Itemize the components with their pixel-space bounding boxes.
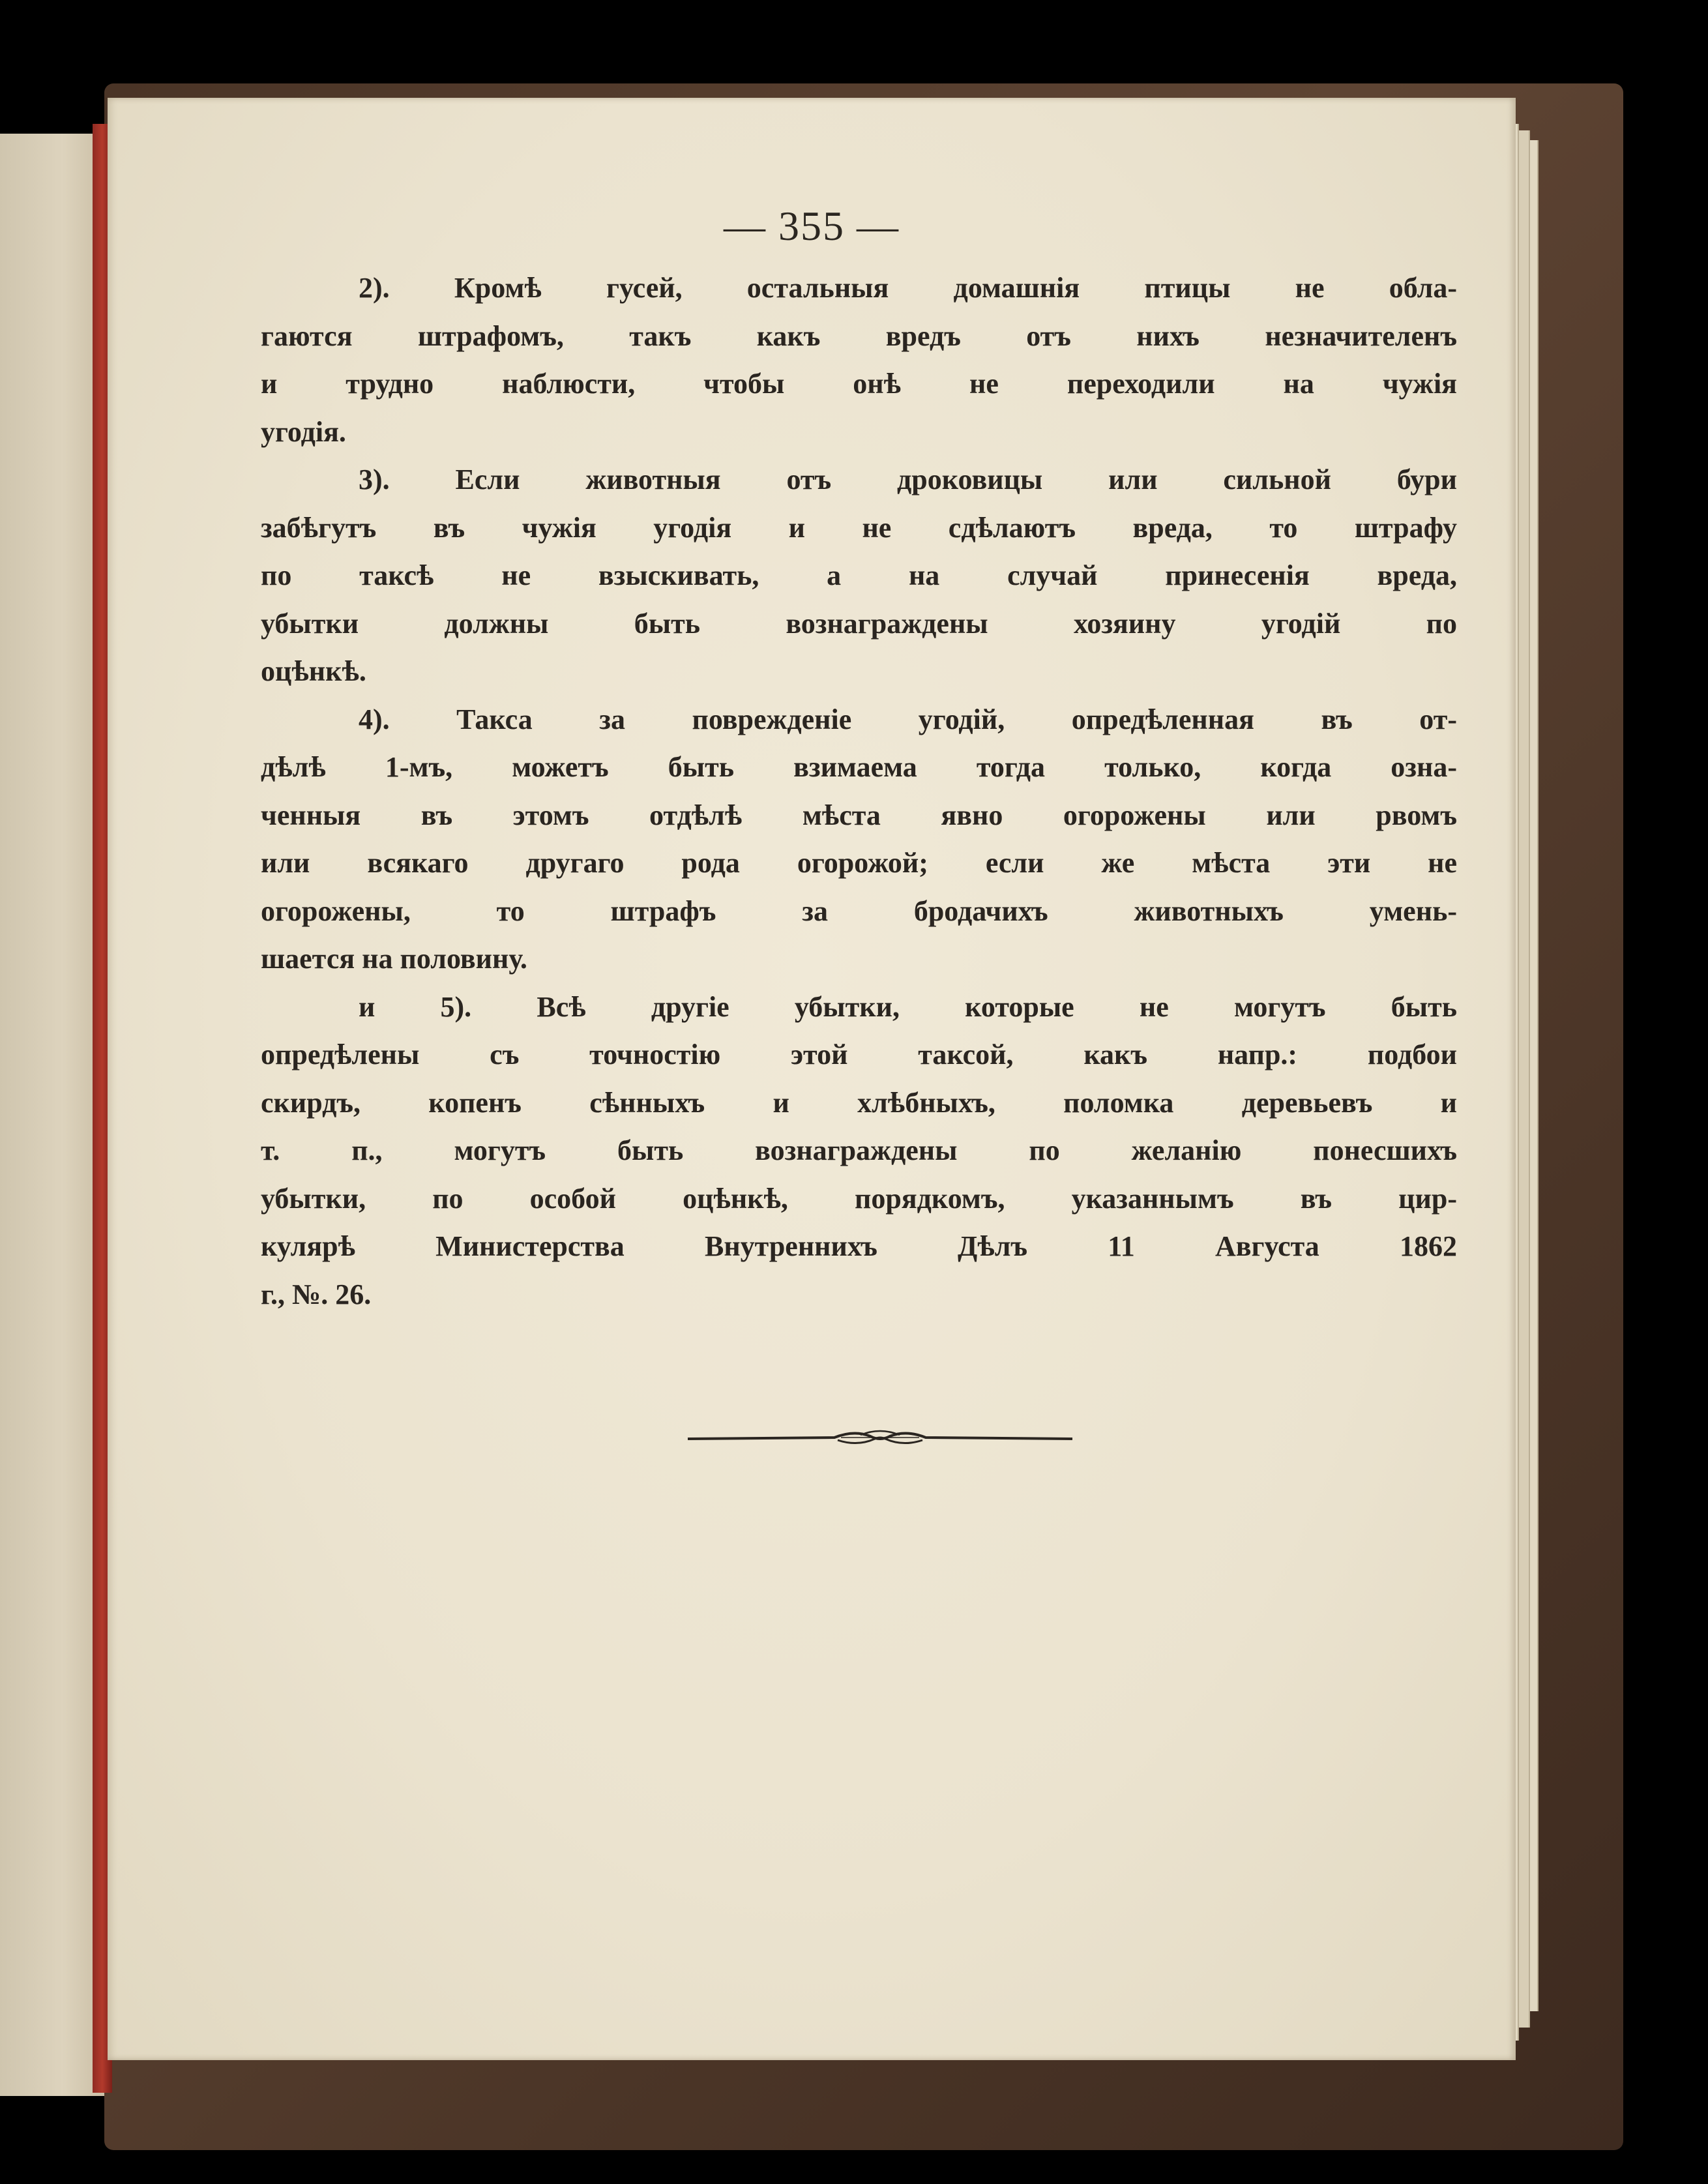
text-line: или всякаго другаго рода огорожой; если же мѣста эти не: [261, 847, 1457, 879]
paragraph-2: [261, 264, 1457, 456]
facing-page-edge: [0, 134, 104, 2096]
text-line: т. п., могутъ быть вознаграждены по желанію понесшихъ: [261, 1134, 1457, 1166]
page-text: [261, 264, 1457, 1318]
text-line: забѣгутъ въ чужія угодія и не сдѣлаютъ вреда, то штрафу: [261, 511, 1457, 544]
paragraph-5: [261, 983, 1457, 1319]
paragraph-3: [261, 456, 1457, 696]
text-line: огорожены, то штрафъ за бродачихъ животныхъ умень-: [261, 894, 1457, 927]
ornament-rule: [685, 1424, 1076, 1454]
text-line: 4). Такса за поврежденіе угодій, опредѣленная въ от-: [359, 703, 1457, 735]
book-page: [108, 98, 1516, 2060]
text-line: оцѣнкѣ.: [261, 655, 366, 687]
text-line: скирдъ, копенъ сѣнныхъ и хлѣбныхъ, поломка деревьевъ и: [261, 1086, 1457, 1119]
ornament-divider-icon: [685, 1424, 1076, 1451]
text-line: по таксѣ не взыскивать, а на случай принесенія вреда,: [261, 559, 1457, 591]
text-line: 3). Если животныя отъ дроковицы или сильной бури: [359, 464, 1457, 495]
text-line: убытки должны быть вознаграждены хозяину угодій по: [261, 607, 1457, 640]
text-line: дѣлѣ 1-мъ, можетъ быть взимаема тогда только, когда озна-: [261, 751, 1457, 783]
text-line: г., №. 26.: [261, 1278, 372, 1310]
text-line: кулярѣ Министерства Внутреннихъ Дѣлъ 11 Августа 1862: [261, 1230, 1457, 1262]
text-line: опредѣлены съ точностію этой таксой, какъ напр.: подбои: [261, 1039, 1457, 1070]
text-line: шается на половину.: [261, 943, 527, 975]
paragraph-4: [261, 696, 1457, 983]
text-line: убытки, по особой оцѣнкѣ, порядкомъ, указаннымъ въ цир-: [261, 1182, 1457, 1215]
text-line: ченныя въ этомъ отдѣлѣ мѣста явно огорожены или рвомъ: [261, 799, 1457, 831]
text-line: угодія.: [261, 415, 346, 448]
text-line: и трудно наблюсти, чтобы онѣ не переходили на чужія: [261, 368, 1457, 400]
text-line: 2). Кромѣ гусей, остальныя домашнія птицы не обла-: [359, 272, 1457, 304]
text-line: гаются штрафомъ, такъ какъ вредъ отъ нихъ незначителенъ: [261, 319, 1457, 352]
text-line: и 5). Всѣ другіе убытки, которые не могутъ быть: [359, 990, 1457, 1023]
page-number: — 355 —: [724, 203, 900, 249]
